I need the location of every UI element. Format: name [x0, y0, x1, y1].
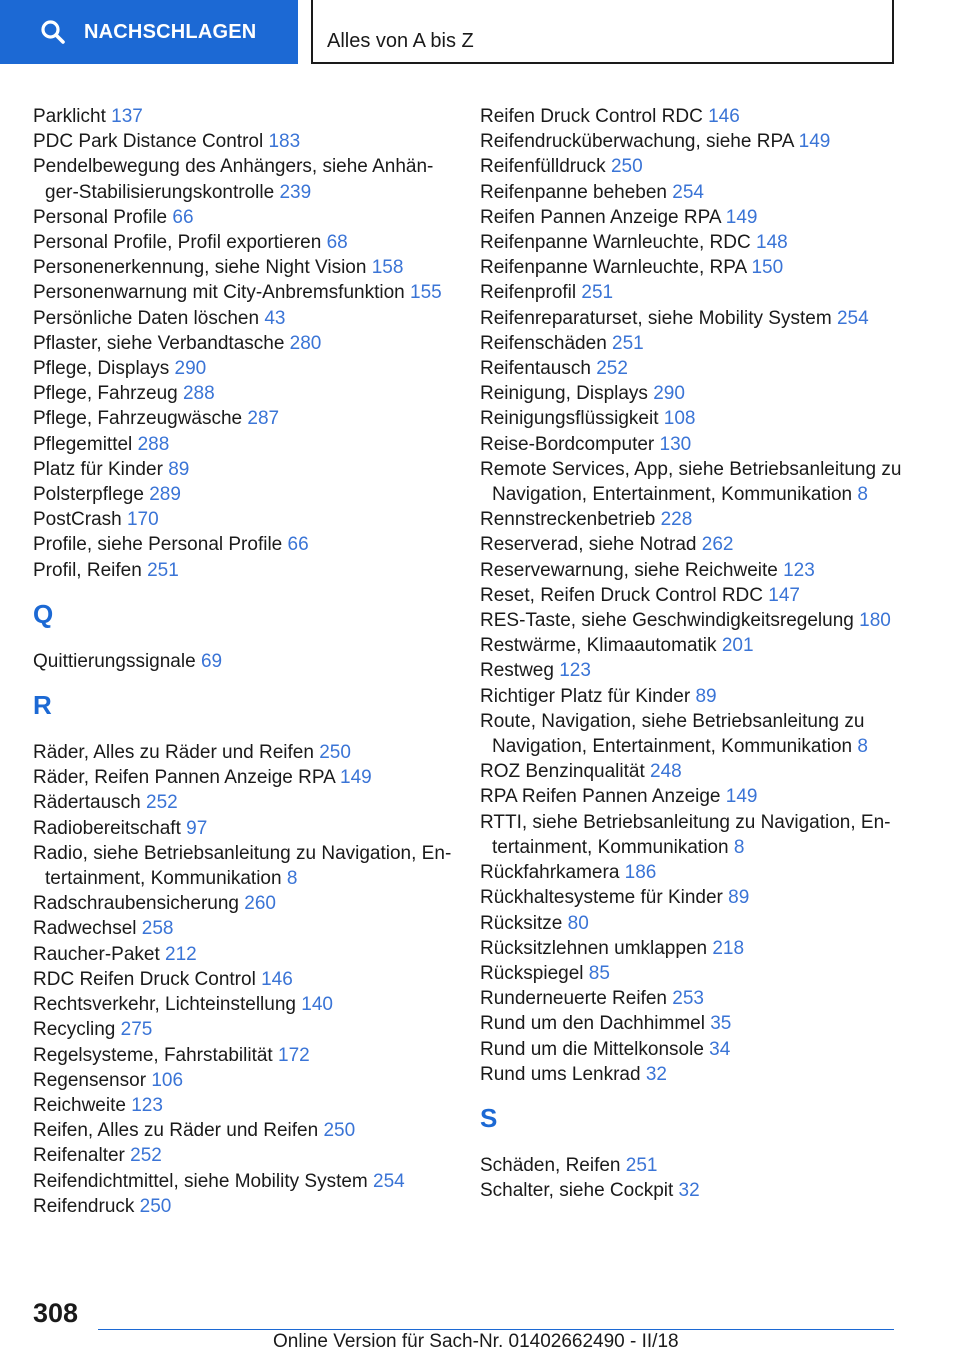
page-reference-link[interactable]: 218 — [712, 937, 745, 959]
index-entry — [480, 129, 910, 154]
index-entry — [480, 280, 910, 305]
page-reference-link[interactable]: 228 — [660, 509, 693, 531]
index-entry-term: Rückfahrkamera — [480, 862, 620, 884]
index-entry — [33, 532, 453, 557]
index-entry-term: Reifenprofil — [480, 282, 577, 304]
page-reference-link[interactable]: 123 — [783, 559, 815, 581]
index-entry — [33, 765, 453, 790]
page-reference-link[interactable]: 68 — [326, 232, 348, 254]
page-number: 308 — [33, 1298, 79, 1328]
index-entry — [480, 784, 910, 809]
index-entry-term: RPA Reifen Pannen Anzeige — [480, 786, 721, 808]
index-entry — [33, 230, 453, 255]
page-reference-link[interactable]: 158 — [371, 257, 404, 279]
page-reference-link[interactable]: 289 — [149, 484, 181, 506]
index-entry — [480, 1153, 910, 1178]
index-entry-term: Radschraubensicherung — [33, 893, 239, 915]
index-entry — [480, 810, 910, 860]
page-reference-link[interactable]: 250 — [610, 156, 643, 178]
index-entry — [33, 356, 453, 381]
index-entry-term: Route, Navigation, siehe Betriebsanleitung zu Navigation, Entertainment, Kommunikation — [480, 710, 865, 758]
index-entry-term: Profil, Reifen — [33, 559, 142, 581]
index-entry-term: Reifenschäden — [480, 332, 607, 354]
index-entry — [33, 154, 453, 204]
index-entry-term: Reserverad, siehe Notrad — [480, 534, 697, 556]
index-entry-term: Radiobereitschaft — [33, 817, 181, 839]
page-reference-link[interactable]: 106 — [151, 1069, 184, 1091]
index-entry-term: Reifenalter — [33, 1145, 125, 1167]
index-entry-term: Rückspiegel — [480, 962, 584, 984]
index-entry — [33, 507, 453, 532]
page-reference-link[interactable]: 8 — [857, 736, 868, 758]
index-entry-term: Regelsysteme, Fahrstabilität — [33, 1044, 273, 1066]
index-entry-term: Rücksitze — [480, 912, 563, 934]
index-entry — [33, 205, 453, 230]
page-reference-link[interactable]: 149 — [725, 786, 758, 808]
index-entry — [480, 356, 910, 381]
page-reference-link[interactable]: 288 — [137, 433, 170, 455]
index-entry-term: Reset, Reifen Druck Control RDC — [480, 584, 763, 606]
index-entry — [480, 255, 910, 280]
index-entry — [33, 129, 453, 154]
index-entry — [480, 457, 910, 507]
index-entry — [33, 255, 453, 280]
index-entry-term: Reifendichtmittel, siehe Mobility System — [33, 1170, 368, 1192]
page-reference-link[interactable]: 251 — [581, 282, 614, 304]
index-entry — [480, 1062, 910, 1087]
index-entry-term: PostCrash — [33, 509, 122, 531]
page-reference-link[interactable]: 251 — [147, 559, 179, 581]
page-reference-link[interactable]: 180 — [859, 610, 891, 632]
index-entry — [480, 180, 910, 205]
page-reference-link[interactable]: 89 — [695, 685, 717, 707]
page-reference-link[interactable]: 287 — [247, 408, 280, 430]
index-entry-term: Reifen, Alles zu Räder und Reifen — [33, 1120, 319, 1142]
index-entry-term: RDC Reifen Druck Control — [33, 968, 256, 990]
index-entry — [480, 860, 910, 885]
page-reference-link[interactable]: 183 — [268, 131, 301, 153]
index-entry — [33, 992, 453, 1017]
index-entry-term: Remote Services, App, siehe Betriebsanleitung zu Navigation, Entertainment, Kommunikation — [480, 458, 902, 506]
index-entry-term: Recycling — [33, 1019, 116, 1041]
page-reference-link[interactable]: 8 — [857, 484, 868, 506]
page-reference-link[interactable]: 186 — [624, 862, 657, 884]
index-entry — [480, 633, 910, 658]
index-entry-term: Pendelbewegung des Anhängers, siehe Anhänger-Stabilisierungskontrolle — [33, 156, 434, 203]
index-entry-term: Personenerkennung, siehe Night Vision — [33, 257, 367, 279]
index-entry-term: Personal Profile, Profil exportieren — [33, 232, 322, 254]
index-entry — [480, 885, 910, 910]
index-letter-heading: R — [33, 690, 52, 721]
index-entry-term: Rund um die Mittelkonsole — [480, 1038, 704, 1060]
page-reference-link[interactable]: 149 — [340, 767, 372, 789]
index-entry — [33, 891, 453, 916]
index-entry — [480, 154, 910, 179]
index-entry-term: ROZ Benzinqualität — [480, 761, 645, 783]
index-entry-term: Rädertausch — [33, 792, 141, 814]
index-entry — [33, 916, 453, 941]
page-reference-link[interactable]: 290 — [653, 383, 685, 405]
page-reference-link[interactable]: 201 — [721, 635, 754, 657]
index-entry — [480, 381, 910, 406]
page-reference-link[interactable]: 123 — [559, 660, 591, 682]
page-reference-link[interactable]: 8 — [286, 868, 298, 890]
index-entry — [33, 740, 453, 765]
page-reference-link[interactable]: 212 — [165, 943, 197, 965]
index-entry-term: Reifendrucküberwachung, siehe RPA — [480, 131, 794, 153]
index-entry — [33, 406, 453, 431]
index-letter-heading: Q — [33, 598, 54, 629]
index-entry-term: PDC Park Distance Control — [33, 131, 264, 153]
index-entry — [480, 1037, 910, 1062]
section-title: Alles von A bis Z — [327, 30, 474, 52]
index-entry-term: RTTI, siehe Betriebsanleitung zu Navigation, Entertainment, Kommunikation — [480, 811, 891, 858]
index-entry — [480, 961, 910, 986]
index-entry — [33, 1143, 453, 1168]
page-reference-link[interactable]: 254 — [672, 181, 704, 203]
index-entry — [480, 104, 910, 129]
index-entry — [33, 457, 453, 482]
index-entry-term: Persönliche Daten löschen — [33, 307, 260, 329]
page-reference-link[interactable]: 32 — [645, 1063, 667, 1085]
index-entry-term: Schäden, Reifen — [480, 1154, 621, 1176]
index-entry-term: Rennstreckenbetrieb — [480, 509, 656, 531]
index-entry — [480, 936, 910, 961]
index-entry — [33, 432, 453, 457]
index-entry — [33, 942, 453, 967]
index-entry — [480, 507, 910, 532]
index-entry-term: Regensensor — [33, 1069, 147, 1091]
index-entry — [33, 841, 453, 891]
page-reference-link[interactable]: 66 — [172, 206, 194, 228]
page-reference-link[interactable]: 66 — [287, 534, 309, 556]
index-entry-term: Quittierungssignale — [33, 650, 196, 672]
page-reference-link[interactable]: 150 — [751, 257, 784, 279]
index-entry-term: Reifendruck — [33, 1195, 135, 1217]
section-title-box — [311, 0, 894, 64]
page-reference-link[interactable]: 108 — [663, 408, 696, 430]
index-entry — [33, 104, 453, 129]
page-reference-link[interactable]: 252 — [596, 358, 628, 380]
index-entry-term: Reifen Druck Control RDC — [480, 106, 703, 127]
index-entry-term: Rechtsverkehr, Lichteinstellung — [33, 994, 296, 1016]
page-reference-link[interactable]: 172 — [278, 1044, 310, 1066]
index-entry — [480, 911, 910, 936]
index-entry — [480, 709, 910, 759]
index-entry — [33, 1017, 453, 1042]
index-entry — [480, 331, 910, 356]
index-entry-term: Räder, Alles zu Räder und Reifen — [33, 742, 314, 764]
index-entry — [33, 967, 453, 992]
page-reference-link[interactable]: 239 — [279, 181, 312, 203]
page-reference-link[interactable]: 252 — [146, 792, 178, 814]
page-reference-link[interactable]: 123 — [131, 1094, 163, 1116]
index-entry-term: Räder, Reifen Pannen Anzeige RPA — [33, 767, 335, 789]
page-reference-link[interactable]: 275 — [120, 1019, 153, 1041]
page-reference-link[interactable]: 146 — [708, 106, 740, 127]
page-reference-link[interactable]: 262 — [701, 534, 734, 556]
index-entry — [480, 583, 910, 608]
index-entry — [480, 406, 910, 431]
index-entry — [33, 649, 453, 674]
index-entry — [33, 790, 453, 815]
index-entry — [480, 759, 910, 784]
index-entry — [480, 205, 910, 230]
index-entry — [33, 280, 453, 305]
index-entry-term: Reifenfülldruck — [480, 156, 606, 178]
index-entry-term: Reservewarnung, siehe Reichweite — [480, 559, 778, 581]
page-reference-link[interactable]: 250 — [139, 1195, 172, 1217]
tab-label: NACHSCHLAGEN — [84, 20, 257, 43]
page-reference-link[interactable]: 254 — [373, 1170, 405, 1192]
page-reference-link[interactable]: 137 — [111, 106, 143, 127]
index-entry-term: Pflege, Displays — [33, 358, 170, 380]
index-entry-term: RES-Taste, siehe Geschwindigkeitsregelung — [480, 610, 854, 632]
index-entry — [33, 381, 453, 406]
index-entry — [480, 1178, 910, 1203]
index-entry — [480, 1011, 910, 1036]
page-reference-link[interactable]: 248 — [650, 761, 682, 783]
page-reference-link[interactable]: 170 — [126, 509, 159, 531]
index-entry-term: Reinigung, Displays — [480, 383, 648, 405]
index-entry-term: Reifenpanne beheben — [480, 181, 668, 203]
index-entry-term: Personal Profile — [33, 206, 168, 228]
index-entry-term: Raucher-Paket — [33, 943, 160, 965]
index-entry-term: Reifen Pannen Anzeige RPA — [480, 206, 721, 228]
index-entry-term: Platz für Kinder — [33, 458, 163, 480]
page-reference-link[interactable]: 80 — [567, 912, 589, 934]
page-reference-link[interactable]: 254 — [836, 307, 869, 329]
index-entry-term: Polsterpflege — [33, 484, 144, 506]
page-reference-link[interactable]: 149 — [725, 206, 758, 228]
page-reference-link[interactable]: 148 — [756, 232, 788, 254]
page-reference-link[interactable]: 140 — [301, 994, 333, 1016]
page-reference-link[interactable]: 147 — [768, 584, 800, 606]
index-entry-term: Rund um den Dachhimmel — [480, 1013, 705, 1035]
index-entry-term: Restweg — [480, 660, 554, 682]
page-reference-link[interactable]: 260 — [244, 893, 276, 915]
index-entry-term: Reifenpanne Warnleuchte, RDC — [480, 232, 751, 254]
page-reference-link[interactable]: 251 — [612, 332, 644, 354]
page-reference-link[interactable]: 155 — [410, 282, 442, 304]
page-reference-link[interactable]: 149 — [798, 131, 831, 153]
online-version-note: Online Version für Sach-Nr. 01402662490 - II/18 — [273, 1331, 679, 1352]
index-entry — [33, 1068, 453, 1093]
index-entry — [33, 1194, 453, 1219]
page-reference-link[interactable]: 290 — [174, 358, 207, 380]
index-entry — [33, 482, 453, 507]
index-entry-term: Schalter, siehe Cockpit — [480, 1180, 674, 1202]
index-entry — [33, 816, 453, 841]
index-entry — [480, 608, 910, 633]
index-entry-term: Reifenpanne Warnleuchte, RPA — [480, 257, 747, 279]
index-entry-term: Restwärme, Klimaautomatik — [480, 635, 717, 657]
index-entry-term: Reichweite — [33, 1094, 126, 1116]
page-reference-link[interactable]: 252 — [130, 1145, 162, 1167]
index-entry — [33, 331, 453, 356]
index-entry — [480, 532, 910, 557]
index-entry-term: Reise-Bordcomputer — [480, 433, 655, 455]
index-entry — [480, 558, 910, 583]
index-entry — [480, 230, 910, 255]
index-entry-term: Pflaster, siehe Verbandtasche — [33, 332, 285, 354]
index-entry-term: Rückhaltesysteme für Kinder — [480, 887, 723, 909]
index-entry-term: Runderneuerte Reifen — [480, 988, 667, 1010]
footer-divider — [98, 1329, 894, 1330]
page-reference-link[interactable]: 85 — [588, 962, 610, 984]
page-reference-link[interactable]: 34 — [709, 1038, 731, 1060]
page-reference-link[interactable]: 280 — [289, 332, 322, 354]
index-entry — [480, 684, 910, 709]
index-entry-term: Reifenreparaturset, siehe Mobility System — [480, 307, 832, 329]
index-column-left — [33, 104, 453, 1219]
page-reference-link[interactable]: 97 — [186, 817, 208, 839]
search-icon — [40, 19, 66, 45]
page-reference-link[interactable]: 89 — [168, 458, 190, 480]
index-entry-term: Radwechsel — [33, 918, 137, 940]
page-reference-link[interactable]: 288 — [182, 383, 215, 405]
index-column-right — [480, 104, 910, 1203]
index-entry — [33, 1169, 453, 1194]
page-reference-link[interactable]: 69 — [200, 650, 223, 672]
index-entry-term: Reifentausch — [480, 358, 591, 380]
index-entry-term: Pflege, Fahrzeugwäsche — [33, 408, 243, 430]
index-entry-term: Richtiger Platz für Kinder — [480, 685, 691, 707]
index-entry — [480, 306, 910, 331]
page-reference-link[interactable]: 130 — [659, 433, 692, 455]
index-entry — [480, 658, 910, 683]
page-reference-link[interactable]: 89 — [728, 887, 750, 909]
index-entry — [33, 558, 453, 583]
index-entry-term: Parklicht — [33, 106, 106, 127]
page-reference-link[interactable]: 32 — [678, 1180, 700, 1202]
index-entry — [33, 1043, 453, 1068]
page-reference-link[interactable]: 258 — [141, 918, 174, 940]
page-reference-link[interactable]: 35 — [710, 1013, 732, 1035]
index-entry — [33, 306, 453, 331]
index-entry-term: Profile, siehe Personal Profile — [33, 534, 283, 556]
index-entry-term: Rücksitzlehnen umklappen — [480, 937, 708, 959]
page-reference-link[interactable]: 250 — [319, 742, 351, 764]
index-entry — [33, 1093, 453, 1118]
page-reference-link[interactable]: 8 — [733, 836, 745, 858]
index-entry-term: Reinigungsflüssigkeit — [480, 408, 659, 430]
index-entry-term: Radio, siehe Betriebsanleitung zu Navigation, Entertainment, Kommunikation — [33, 842, 452, 890]
index-entry — [480, 986, 910, 1011]
page-reference-link[interactable]: 253 — [672, 988, 704, 1010]
page-reference-link[interactable]: 43 — [264, 307, 286, 329]
index-entry — [480, 432, 910, 457]
index-entry-term: Personenwarnung mit City-Anbremsfunktion — [33, 282, 405, 304]
index-entry-term: Pflege, Fahrzeug — [33, 383, 178, 405]
index-entry-term: Rund ums Lenkrad — [480, 1063, 641, 1085]
page-reference-link[interactable]: 250 — [323, 1120, 356, 1142]
index-entry — [33, 1118, 453, 1143]
page-reference-link[interactable]: 251 — [625, 1154, 658, 1176]
index-letter-heading: S — [480, 1102, 498, 1133]
nachschlagen-tab[interactable] — [0, 0, 298, 64]
page-reference-link[interactable]: 146 — [261, 968, 293, 990]
index-entry-term: Pflegemittel — [33, 433, 133, 455]
page-header — [0, 0, 960, 66]
